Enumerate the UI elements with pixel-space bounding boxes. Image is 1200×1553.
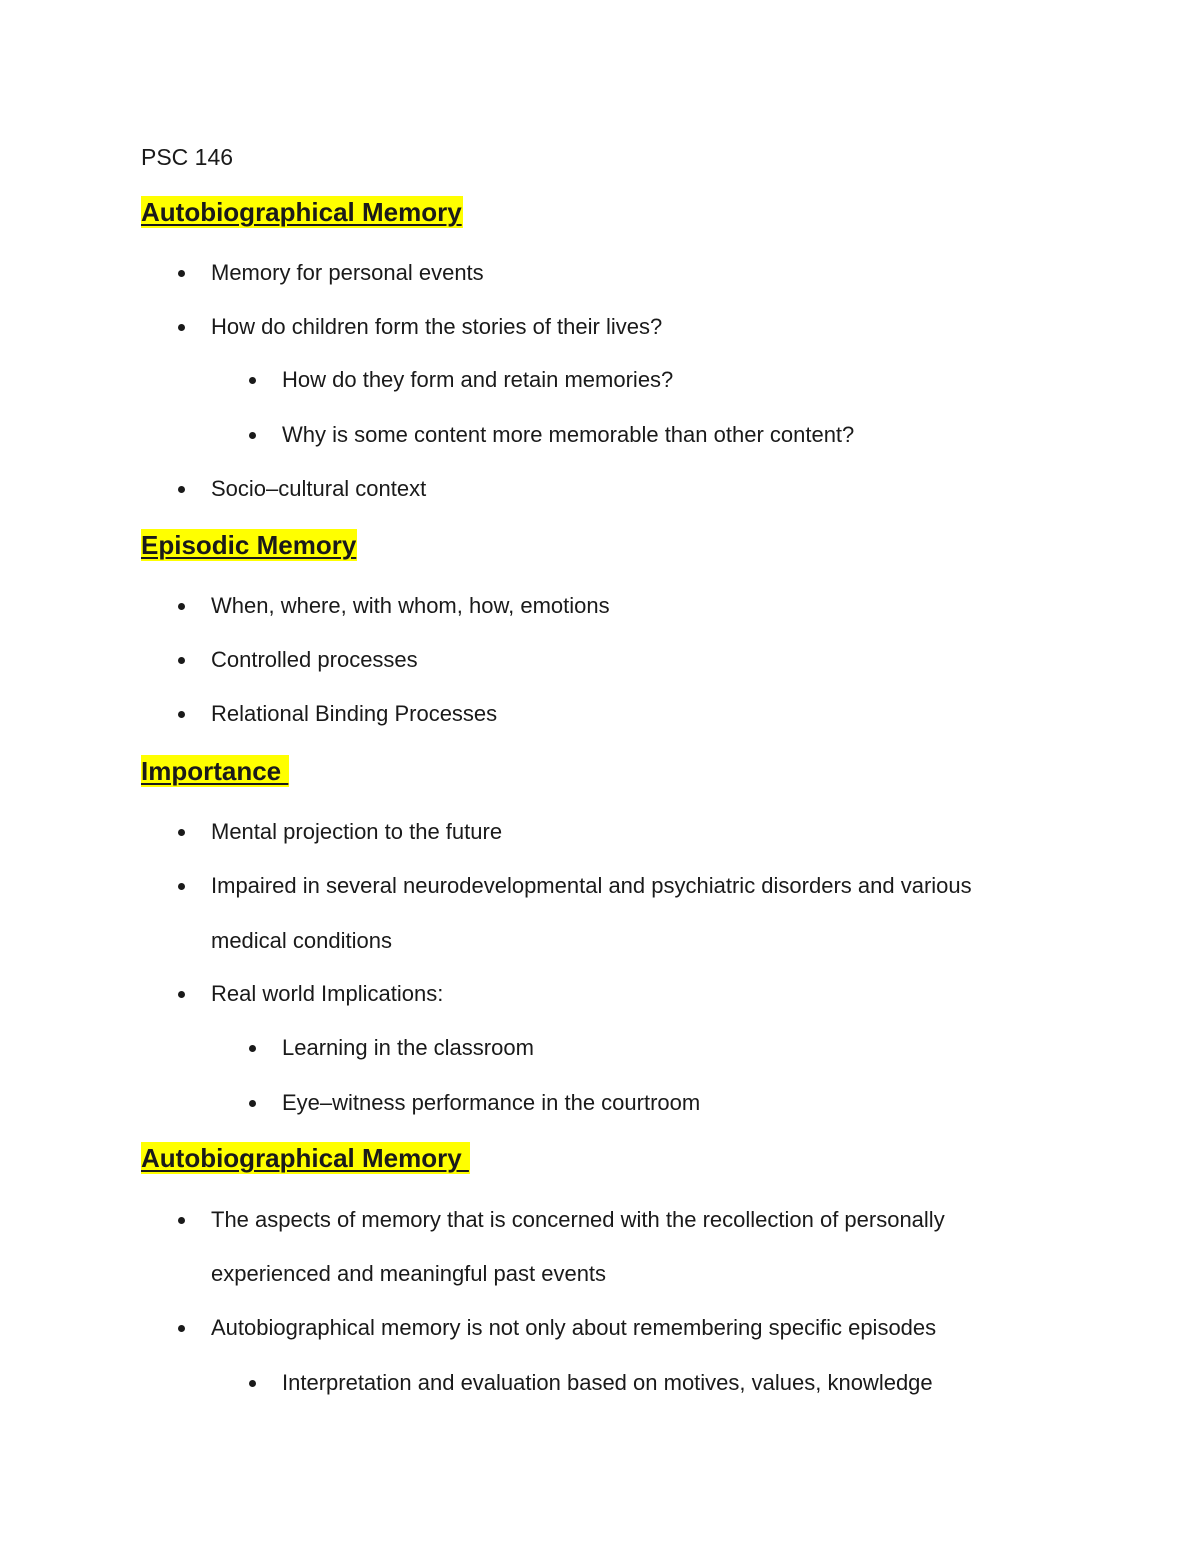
list-item-text: How do children form the stories of their lives?: [211, 314, 663, 339]
list-item-text: Mental projection to the future: [211, 819, 503, 844]
section-heading-episodic-memory: Episodic Memory: [141, 530, 357, 560]
section-heading-importance: Importance: [141, 756, 289, 786]
section-heading-autobiographical-memory: Autobiographical Memory: [141, 197, 462, 227]
list-item-text: Relational Binding Processes: [211, 701, 498, 726]
list-item-text: Real world Implications:: [211, 981, 444, 1006]
list-item-text: Controlled processes: [211, 647, 418, 672]
list-item-text: Socio–cultural context: [211, 476, 427, 501]
list-item-text: Learning in the classroom: [282, 1035, 534, 1060]
course-code: PSC 146: [141, 144, 234, 170]
list-item-text: Interpretation and evaluation based on motives, values, knowledge: [282, 1370, 933, 1395]
list-item-text: Why is some content more memorable than other content?: [282, 422, 855, 447]
list-item-text: Impaired in several neurodevelopmental and psychiatric disorders and various: [211, 873, 972, 898]
list-item-continuation: medical conditions: [211, 928, 392, 953]
list-item-text: When, where, with whom, how, emotions: [211, 593, 610, 618]
list-item-text: Memory for personal events: [211, 260, 484, 285]
list-item-text: Autobiographical memory is not only about remembering specific episodes: [211, 1315, 937, 1340]
section-heading-autobiographical-memory-2: Autobiographical Memory: [141, 1143, 469, 1173]
list-item-text: How do they form and retain memories?: [282, 367, 674, 392]
list-item-text: The aspects of memory that is concerned with the recollection of personally: [211, 1207, 945, 1232]
list-item-continuation: experienced and meaningful past events: [211, 1261, 607, 1286]
list-item-text: Eye–witness performance in the courtroom: [282, 1090, 701, 1115]
